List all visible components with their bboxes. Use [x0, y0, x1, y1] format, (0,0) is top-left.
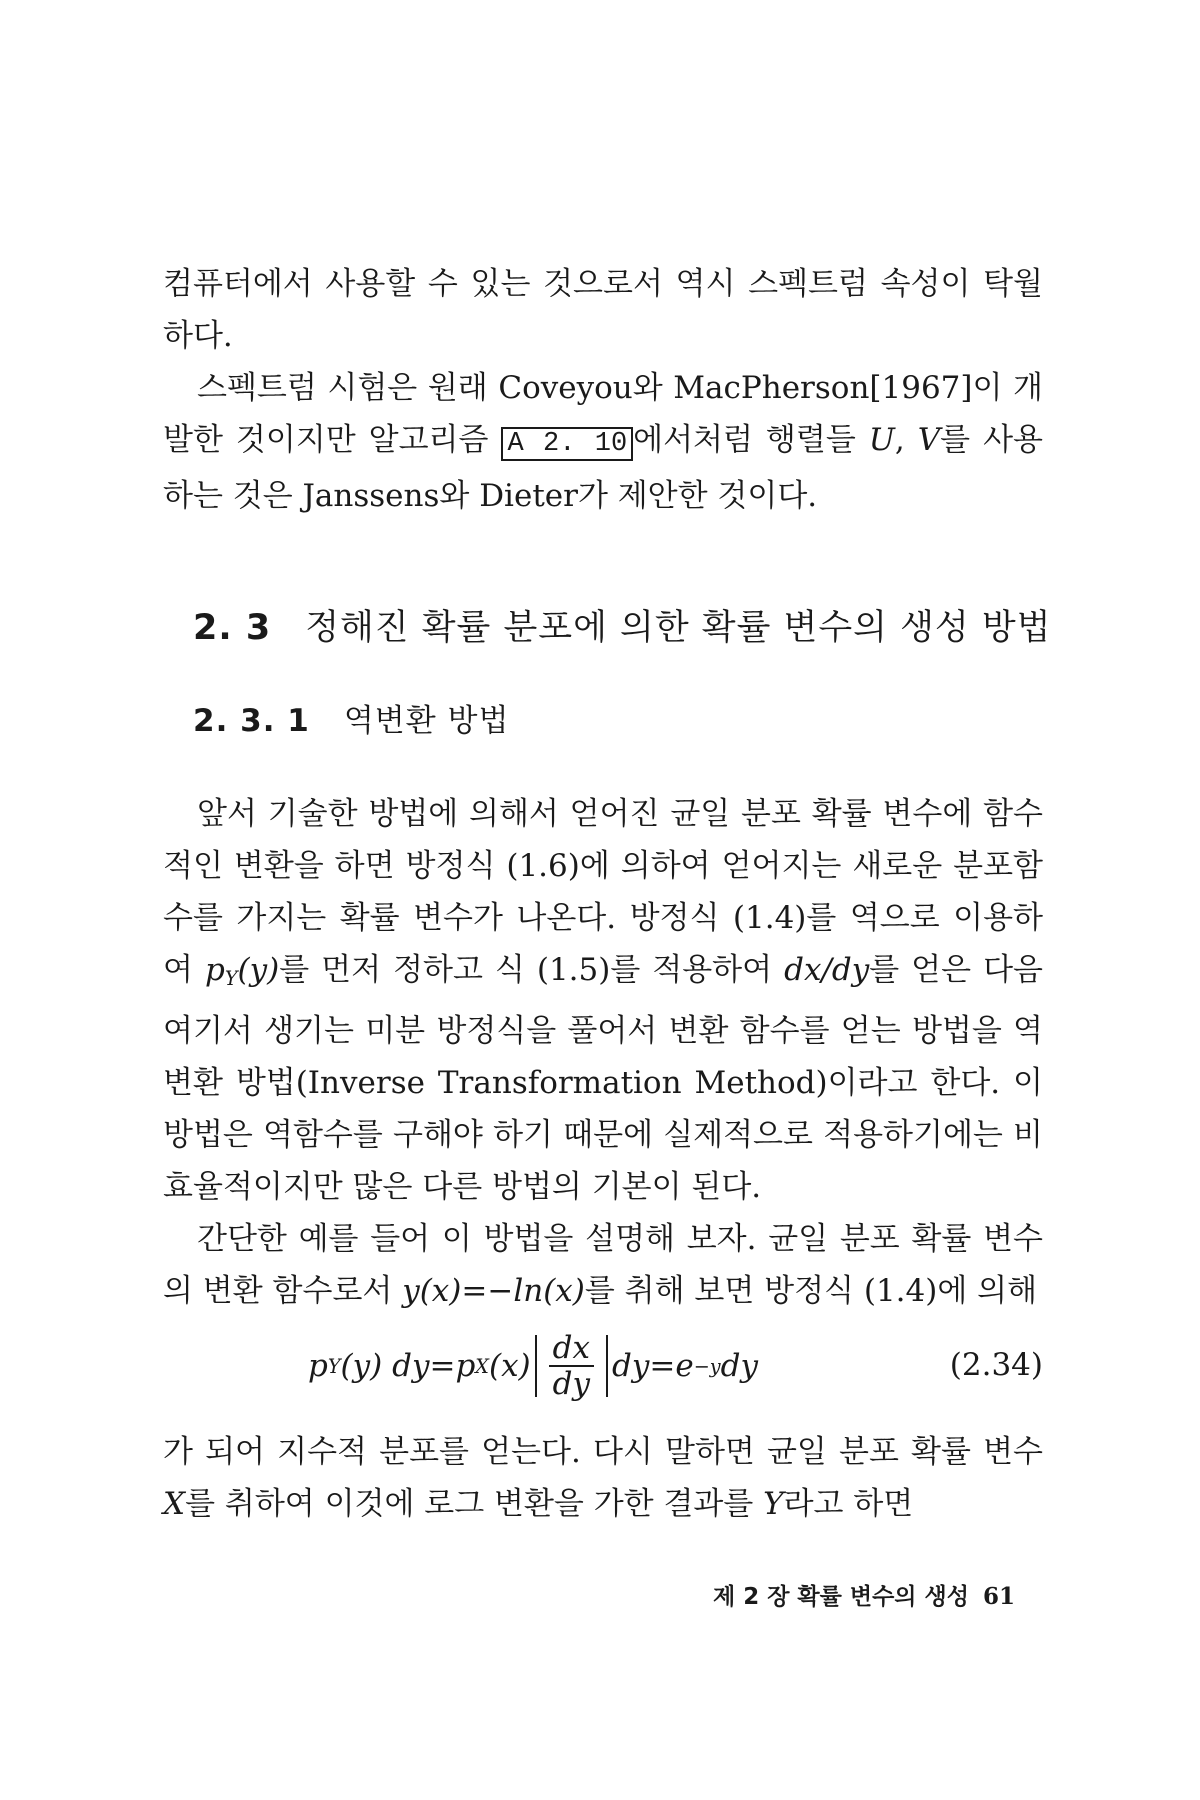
- paragraph-example: [163, 1213, 1043, 1317]
- math-symbol: p: [455, 1348, 476, 1384]
- paragraph-inverse-method: [163, 788, 1043, 1213]
- paragraph-text: 라고 하면: [783, 1486, 914, 1522]
- paragraph-text: 를 취하여 이것에 로그 변환을 가한 결과를: [185, 1486, 764, 1522]
- absolute-value-bar-right: [606, 1335, 608, 1397]
- paragraph-text: 컴퓨터에서 사용할 수 있는 것으로서 역시 스펙트럼 속성이 탁월하다.: [163, 266, 1043, 354]
- math-expression: dy: [720, 1348, 758, 1384]
- math-argument: (x): [488, 1348, 531, 1384]
- math-function: y(x)=−ln(x): [402, 1272, 585, 1309]
- math-subscript: X: [475, 1354, 489, 1378]
- math-expression: dy=e: [612, 1348, 694, 1384]
- variable-symbol: Y: [763, 1486, 784, 1522]
- equation-2-34: [163, 1325, 1043, 1405]
- paragraph-text: 에서처럼 행렬들: [633, 422, 869, 458]
- variable-symbol: X: [163, 1486, 186, 1522]
- fraction: [549, 1331, 594, 1401]
- paragraph-text: 간단한 예를 들어 이 방법을 설명해 보자. 균일 분포 확률 변수의 변환 함수로서: [163, 1220, 1043, 1309]
- paragraph-continuation: [163, 258, 1043, 362]
- algorithm-reference-box: A 2. 10: [501, 427, 633, 461]
- subsection-heading: [193, 695, 509, 740]
- fraction-numerator: dx: [549, 1331, 594, 1367]
- section-title: 정해진 확률 분포에 의한 확률 변수의 생성 방법: [305, 608, 1052, 648]
- section-heading: [193, 600, 1051, 650]
- absolute-value-bar-left: [535, 1335, 537, 1397]
- math-argument: (y): [237, 952, 280, 988]
- paragraph-text: 를 얻은 다음 여기서 생기는 미분 방정식을 풀어서 변환 함수를 얻는 방법을 역변환 방법(Inverse Transformation Method)이라고 한다. 이 방법은 역함수를 구해야 하기 때문에 실제적으로 적용하기에는 비효율적이지만 많은 다른 방법의 기본이 된다.: [163, 952, 1043, 1205]
- paragraph-text: 를 먼저 정하고 식 (1.5)를 적용하여: [279, 952, 785, 988]
- math-symbol: p: [204, 952, 225, 988]
- paragraph-text: 가 되어 지수적 분포를 얻는다. 다시 말하면 균일 분포 확률 변수: [163, 1434, 1043, 1470]
- page-number: 61: [982, 1583, 1015, 1610]
- paragraph-text: 스펙트럼 시험은 원래 Coveyou와 MacPherson[1967]이 개발한 것이지만 알고리즘: [163, 370, 1043, 458]
- closing-text: [163, 1426, 1043, 1530]
- separator: ,: [894, 422, 918, 458]
- paragraph-text: 를 사용하는 것은 Janssens와 Dieter가 제안한 것이다.: [163, 422, 1043, 514]
- math-subscript: Y: [224, 966, 238, 990]
- running-footer-title: 제 2 장 확률 변수의 생성: [712, 1584, 969, 1610]
- paragraph-text: 를 취해 보면 방정식 (1.4)에 의해: [584, 1272, 1038, 1309]
- body-text: [163, 788, 1043, 1317]
- math-expression: (y) dy=: [340, 1348, 456, 1384]
- paragraph-text: 앞서 기술한 방법에 의해서 얻어진 균일 분포 확률 변수에 함수적인 변환을 하면 방정식 (1.6)에 의하여 얻어지는 새로운 분포함수를 가지는 확률 변수가 나온다. 방정식 (1.4)를 역으로 이용하여: [163, 796, 1043, 988]
- paragraph-spectral-test: [163, 362, 1043, 522]
- matrix-symbol: U: [868, 422, 895, 458]
- math-derivative: dx/dy: [784, 952, 870, 988]
- equation-number: (2.34): [949, 1347, 1043, 1383]
- fraction-denominator: dy: [552, 1366, 590, 1402]
- subsection-title: 역변환 방법: [343, 703, 510, 739]
- math-exponent: −y: [693, 1354, 721, 1378]
- matrix-symbol: V: [917, 422, 941, 458]
- intro-text: [163, 258, 1043, 522]
- subsection-number: 2. 3. 1: [193, 703, 310, 739]
- page-footer: [713, 1578, 1015, 1611]
- paragraph-after-equation: [163, 1426, 1043, 1530]
- math-subscript: Y: [327, 1354, 341, 1378]
- section-number: 2. 3: [193, 608, 272, 648]
- equation-body: [308, 1331, 758, 1401]
- math-symbol: p: [308, 1348, 328, 1384]
